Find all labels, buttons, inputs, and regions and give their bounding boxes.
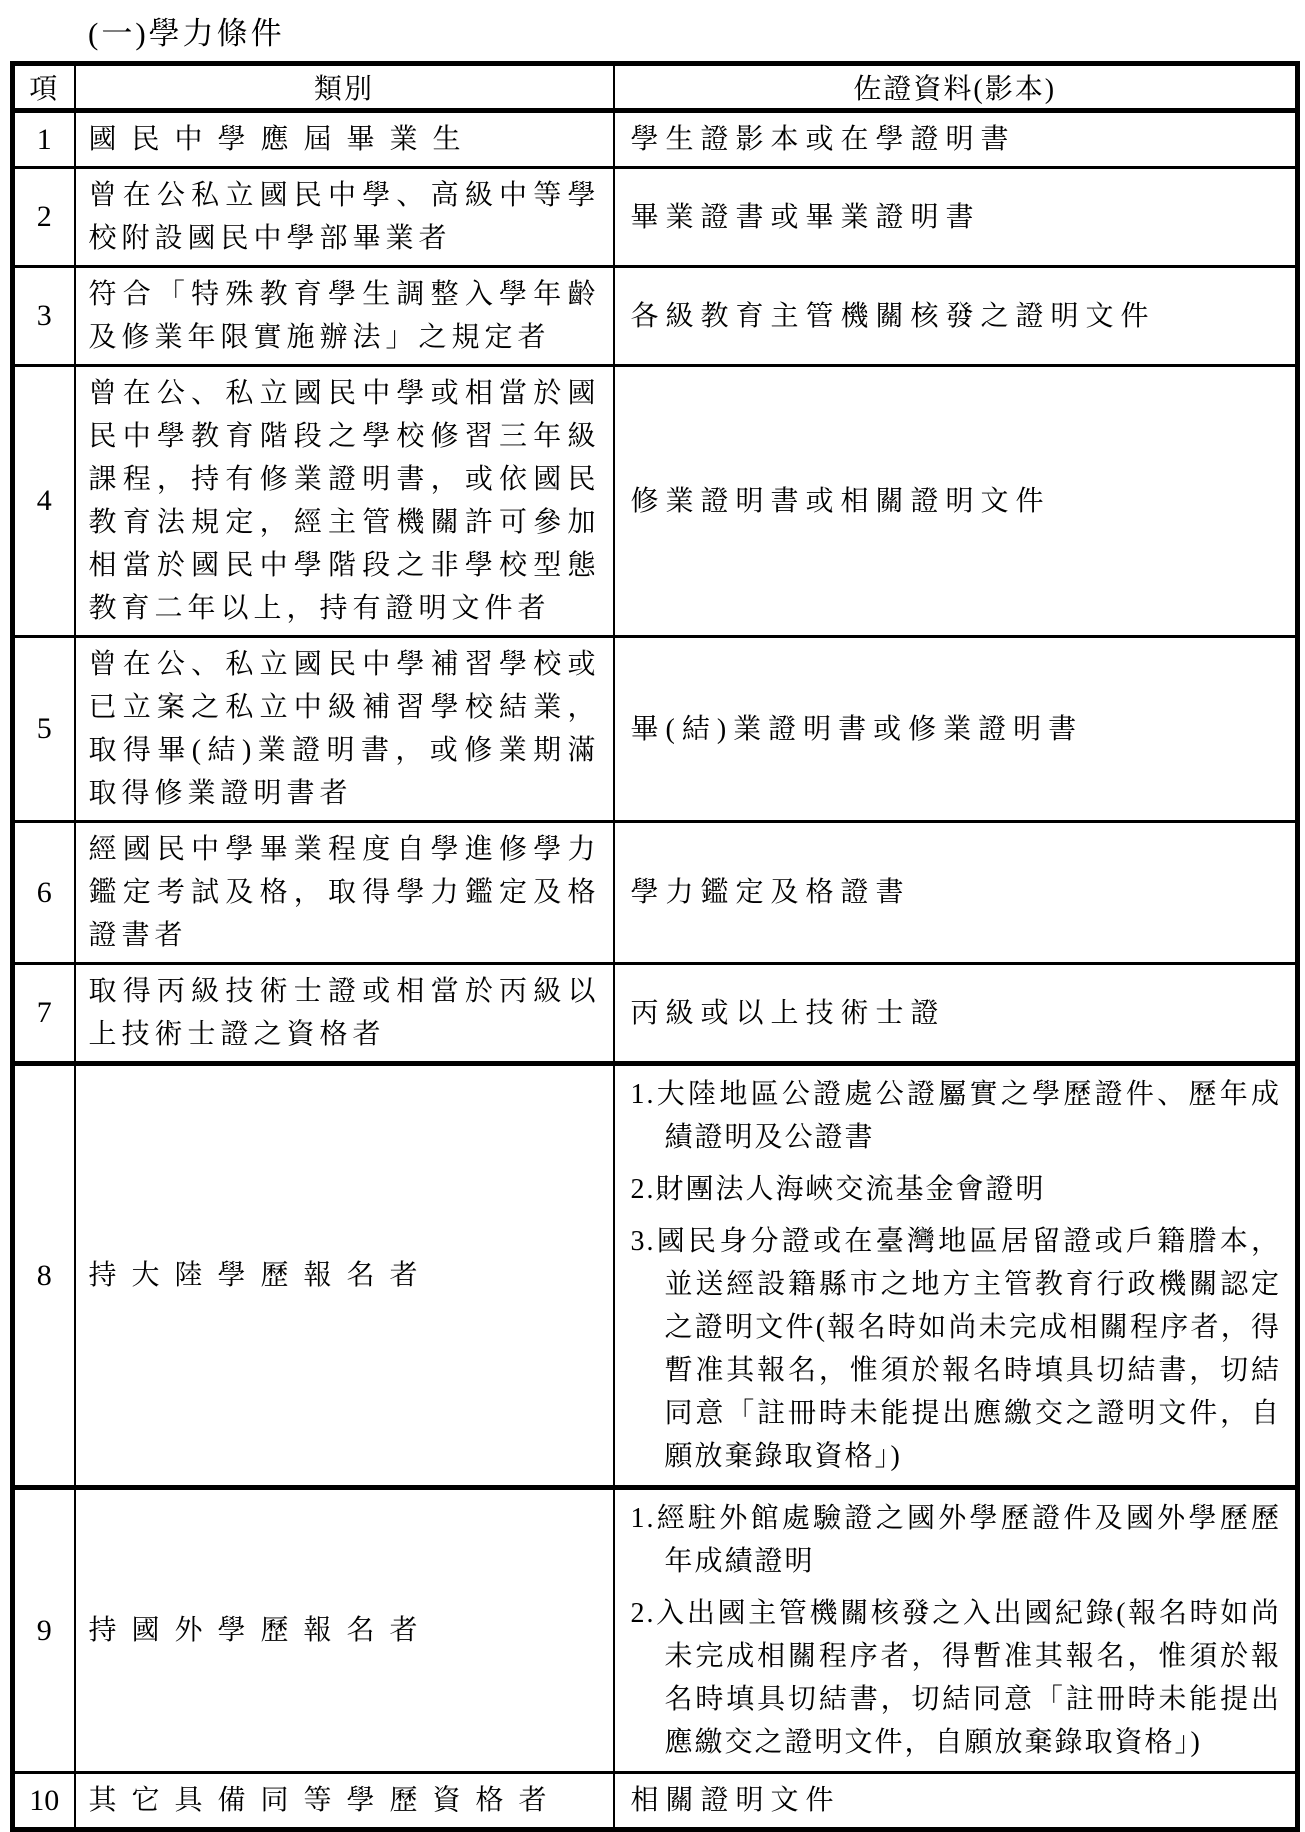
category-text: 其它具備同等學歷資格者: [88, 1785, 562, 1816]
evidence-cell: [614, 267, 1298, 366]
row-number: 10: [13, 1773, 75, 1830]
evidence-cell: [614, 964, 1298, 1064]
row-number: 1: [13, 111, 75, 168]
evidence-cell: [614, 1488, 1298, 1773]
evidence-cell: [614, 168, 1298, 267]
table-row: [13, 964, 1298, 1064]
row-number: 3: [13, 267, 75, 366]
category-text: 經國民中學畢業程度自學進修學力鑑定考試及格，取得學力鑑定及格證書者: [88, 834, 601, 951]
row-number: 6: [13, 822, 75, 964]
section-title: (一)學力條件: [88, 16, 285, 51]
evidence-cell: [614, 637, 1298, 822]
evidence-item-text: 財團法人海峽交流基金會證明: [655, 1174, 1046, 1205]
category-text: 曾在公、私立國民中學或相當於國民中學教育階段之學校修習三年級課程，持有修業證明書，或依國民教育法規定，經主管機關許可參加相當於國民中學階段之非學校型態教育二年以上，持有證明文件者: [88, 378, 601, 624]
evidence-text: 畢(結)業證明書或修業證明書: [630, 713, 1084, 745]
evidence-item: [631, 1168, 1282, 1211]
table-row: [13, 637, 1298, 822]
table-row: [13, 168, 1298, 267]
evidence-text: 修業證明書或相關證明文件: [630, 485, 1051, 517]
evidence-item: [631, 1220, 1282, 1478]
category-cell: [75, 964, 614, 1064]
evidence-item: [631, 1592, 1282, 1764]
row-number: 4: [13, 366, 75, 637]
category-cell: [75, 366, 614, 637]
evidence-item: [631, 1073, 1282, 1159]
category-text: 持大陸學歷報名者: [88, 1260, 433, 1291]
category-cell: [75, 1773, 614, 1830]
row-number: 5: [13, 637, 75, 822]
evidence-text: 丙級或以上技術士證: [630, 997, 946, 1029]
table-row: [13, 1064, 1298, 1488]
evidence-item: [631, 1497, 1282, 1583]
category-cell: [75, 637, 614, 822]
category-cell: [75, 168, 614, 267]
evidence-text: 各級教育主管機關核發之證明文件: [630, 300, 1156, 332]
category-text: 曾在公私立國民中學、高級中等學校附設國民中學部畢業者: [88, 180, 601, 254]
table-row: [13, 267, 1298, 366]
category-cell: [75, 1064, 614, 1488]
evidence-item-text: 入出國主管機關核發之入出國紀錄(報名時如尚未完成相關程序者，得暫准其報名，惟須於報名時填具切結書，切結同意「註冊時未能提出應繳交之證明文件，自願放棄錄取資格」): [655, 1598, 1281, 1758]
row-number: 9: [13, 1488, 75, 1773]
table-row: [13, 1773, 1298, 1830]
category-cell: [75, 111, 614, 168]
evidence-item-number: 2.: [630, 1598, 656, 1629]
category-text: 持國外學歷報名者: [88, 1615, 433, 1646]
evidence-text: 學力鑑定及格證書: [630, 877, 911, 908]
evidence-item-text: 經駐外館處驗證之國外學歷證件及國外學歷歷年成績證明: [655, 1503, 1281, 1577]
evidence-item-number: 1.: [630, 1079, 656, 1110]
table-row: [13, 1488, 1298, 1773]
table-row: [13, 111, 1298, 168]
row-number: 8: [13, 1064, 75, 1488]
category-cell: [75, 1488, 614, 1773]
evidence-item-number: 1.: [630, 1503, 656, 1534]
category-text: 國民中學應屆畢業生: [88, 124, 476, 155]
category-text: 曾在公、私立國民中學補習學校或已立案之私立中級補習學校結業，取得畢(結)業證明書，或修業期滿取得修業證明書者: [88, 649, 601, 809]
category-cell: [75, 822, 614, 964]
col-header-item: 項: [13, 64, 75, 111]
evidence-cell: [614, 1773, 1298, 1830]
row-number: 2: [13, 168, 75, 267]
category-text: 取得丙級技術士證或相當於丙級以上技術士證之資格者: [88, 976, 601, 1050]
category-text: 符合「特殊教育學生調整入學年齡及修業年限實施辦法」之規定者: [88, 279, 601, 353]
evidence-cell: [614, 822, 1298, 964]
evidence-text: 相關證明文件: [630, 1785, 841, 1816]
row-number: 7: [13, 964, 75, 1064]
evidence-cell: [614, 1064, 1298, 1488]
evidence-text: 學生證影本或在學證明書: [630, 124, 1016, 155]
header-row: [13, 64, 1298, 111]
qualification-table: [10, 61, 1300, 1832]
col-header-category: 類別: [75, 64, 614, 111]
col-header-evidence: 佐證資料(影本): [614, 64, 1298, 111]
evidence-cell: [614, 366, 1298, 637]
evidence-text: 畢業證書或畢業證明書: [630, 201, 981, 233]
category-cell: [75, 267, 614, 366]
evidence-item-text: 大陸地區公證處公證屬實之學歷證件、歷年成績證明及公證書: [655, 1079, 1281, 1153]
evidence-item-number: 3.: [630, 1226, 656, 1257]
evidence-cell: [614, 111, 1298, 168]
table-row: [13, 822, 1298, 964]
table-body: [13, 111, 1298, 1830]
evidence-item-text: 國民身分證或在臺灣地區居留證或戶籍謄本，並送經設籍縣市之地方主管教育行政機關認定之證明文件(報名時如尚未完成相關程序者，得暫准其報名，惟須於報名時填具切結書，切結同意「註冊時未能提出應繳交之證明文件，自願放棄錄取資格」): [655, 1226, 1281, 1472]
table-row: [13, 366, 1298, 637]
evidence-item-number: 2.: [630, 1174, 656, 1205]
